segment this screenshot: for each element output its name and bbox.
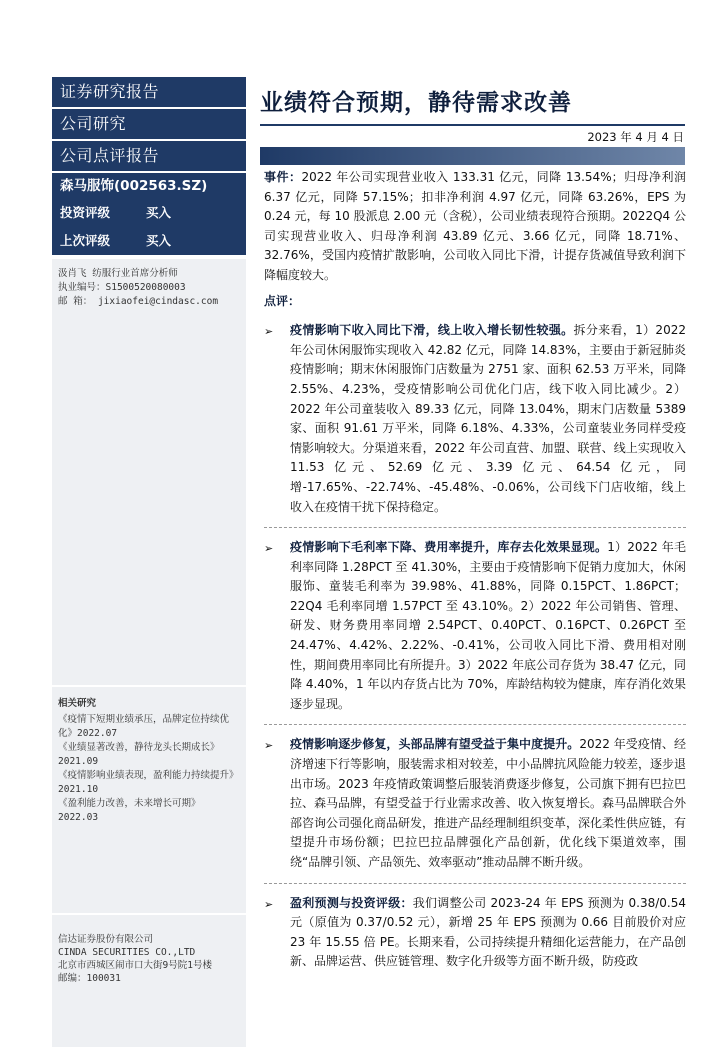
divider xyxy=(264,527,686,528)
company-postcode: 邮编：100031 xyxy=(58,973,121,984)
comment-item xyxy=(264,538,686,714)
related-research xyxy=(52,687,246,913)
title-rule xyxy=(260,124,685,126)
item-heading: 疫情影响下毛利率下降、费用率提升，库存去化效果显现。 xyxy=(290,540,608,555)
item-body: 我们调整公司 2023-24 年 EPS 预测为 0.38/0.54 元（原值为 0.37/0.52 元），新增 25 年 EPS 预测为 0.66 目前股价对应 23 年 15.55 倍 PE。长期来看，公司持续提升精细化运营能力，在产品创新、品牌运营、供应链管理、数字化升级等方面不断升级，防疫政 xyxy=(290,895,686,969)
stock-name: 森马服饰(002563.SZ) xyxy=(52,173,246,199)
comment-label: 点评： xyxy=(264,293,301,308)
analyst-email[interactable]: 邮 箱： jixiaofei@cindasc.com xyxy=(58,296,219,307)
previous-rating xyxy=(52,227,246,255)
event-paragraph xyxy=(264,168,686,286)
company-address: 北京市西城区闹市口大街9号院1号楼 xyxy=(58,960,212,971)
item-heading: 疫情影响逐步修复，头部品牌有望受益于集中度提升。 xyxy=(290,737,580,752)
related-item[interactable]: 《疫情影响业绩表现，盈利能力持续提升》2021.10 xyxy=(58,770,239,795)
related-title: 相关研究 xyxy=(58,698,97,709)
comment-item xyxy=(264,321,686,517)
related-item[interactable]: 《疫情下短期业绩承压，品牌定位持续优化》2022.07 xyxy=(58,714,230,739)
report-date: 2023 年 4 月 4 日 xyxy=(587,130,684,144)
sidebar xyxy=(52,77,246,984)
rating-label: 投资评级 xyxy=(60,205,111,220)
event-text: 2022 年公司实现营业收入 133.31 亿元，同降 13.54%；归母净利润 6.37 亿元，同降 57.15%；扣非净利润 4.97 亿元，同降 63.26%，EPS 为 0.24 元，每 10 股派息 2.00 元（含税），公司业绩表现符合预期。2022Q4 公司实现营业收入、归母净利润 43.89 亿元、3.66 亿元，同降 18.71%、32.76%，受国内疫情扩散影响，公司收入同比下滑，计提存货减值导致利润下降幅度较大。 xyxy=(264,170,686,282)
item-heading: 盈利预测与投资评级： xyxy=(290,895,413,910)
related-item[interactable]: 《业绩显著改善，静待龙头长期成长》2021.09 xyxy=(58,742,220,767)
arrow-icon: ➢ xyxy=(264,542,274,556)
item-body: 1）2022 年毛利率同降 1.28PCT 至 41.30%，主要由于疫情影响下促销力度加大，休闲服饰、童装毛利率为 39.98%、41.88%，同降 0.15PCT、1.86PCT；22Q4 毛利率同增 1.57PCT 至 43.10%。2）2022 年公司销售、管理、研发、财务费用率同增 2.54PCT、0.40PCT、0.16PCT、0.26PCT 至 24.47%、4.42%、2.22%、-0.41%，公司收入同比下滑、费用相对刚性，期间费用率同比有所提升。3）2022 年底公司存货为 38.47 亿元，同降 4.40%，1 年以内存货占比为 70%，库龄结构较为健康，库存消化效果逐步显现。 xyxy=(290,540,686,711)
divider xyxy=(264,883,686,884)
page-title: 业绩符合预期，静待需求改善 xyxy=(260,90,572,116)
rating-value: 买入 xyxy=(146,205,172,220)
analyst-license: 执业编号：S1500520080003 xyxy=(58,282,186,293)
arrow-icon: ➢ xyxy=(264,325,274,339)
prev-rating-label: 上次评级 xyxy=(60,233,111,248)
event-label: 事件： xyxy=(264,170,302,184)
related-item[interactable]: 《盈利能力改善，未来增长可期》2022.03 xyxy=(58,798,201,823)
arrow-icon: ➢ xyxy=(264,897,274,911)
item-body: 2022 年受疫情、经济增速下行等影响，服装需求相对较差，中小品牌抗风险能力较差，逐步退出市场。2023 年疫情政策调整后服装消费逐步修复，公司旗下拥有巴拉巴拉、森马品牌，有望受益于行业需求改善、收入恢复增长。森马品牌联合外部咨询公司强化商品研发，推进产品经理制组织变革，深化柔性供应链，有望提升市场份额；巴拉巴拉品牌强化产品创新，优化线下渠道效率，围绕“品牌引领、产品领先、效率驱动”推动品牌不断升级。 xyxy=(290,737,687,869)
arrow-icon: ➢ xyxy=(264,739,274,753)
research-type-band: 公司研究 xyxy=(52,109,246,139)
analyst-name: 汲肖飞 纺服行业首席分析师 xyxy=(58,268,178,279)
analyst-info xyxy=(52,259,246,685)
investment-rating xyxy=(52,199,246,227)
report-type-band: 证券研究报告 xyxy=(52,77,246,107)
prev-rating-value: 买入 xyxy=(146,233,172,248)
divider xyxy=(264,724,686,725)
company-name-cn: 信达证券股份有限公司 xyxy=(58,934,154,945)
comment-item xyxy=(264,735,686,872)
header-bar xyxy=(260,147,685,165)
company-info xyxy=(52,915,246,1047)
main-content xyxy=(264,168,686,972)
company-name-en: CINDA SECURITIES CO.,LTD xyxy=(58,947,196,958)
report-subtype-band: 公司点评报告 xyxy=(52,141,246,171)
item-body: 拆分来看，1）2022 年公司休闲服饰实现收入 42.82 亿元，同降 14.83%，主要由于新冠肺炎疫情影响；期末休闲服饰门店数量为 2751 家、面积 62.53 万平米，同降 2.55%、4.23%，受疫情影响公司优化门店，线下收入同比减少。2）2022 年公司童装收入 89.33 亿元，同降 13.04%，期末门店数量 5389 家、面积 91.61 万平米，同降 6.18%、4.33%，公司童装业务同样受疫情影响较大。分渠道来看，2022 年公司直营、加盟、联营、线上实现收入 11.53 亿元、52.69 亿元、3.39 亿元、64.54 亿元，同增-17.65%、-22.74%、-45.48%、-0.06%，公司线下门店收缩，线上收入在疫情干扰下保持稳定。 xyxy=(290,323,686,514)
item-heading: 疫情影响下收入同比下滑，线上收入增长韧性较强。 xyxy=(290,323,574,338)
comment-item xyxy=(264,894,686,972)
